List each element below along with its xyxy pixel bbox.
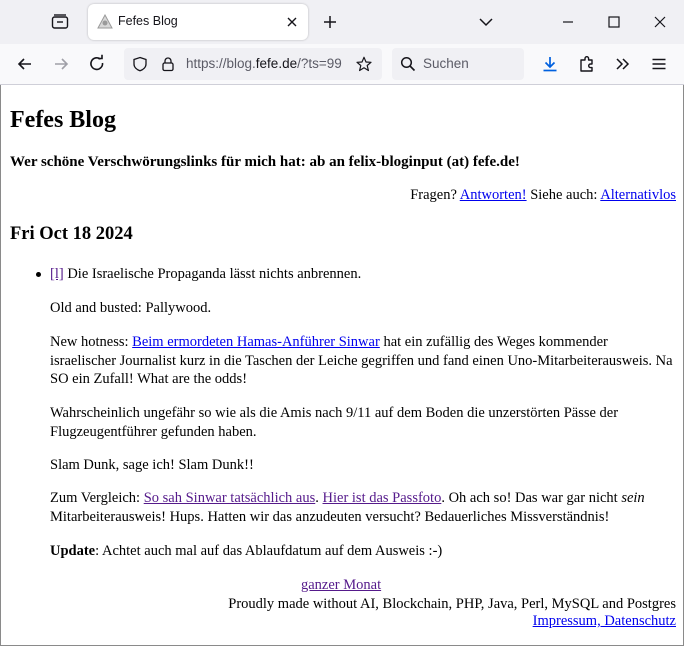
back-arrow-icon[interactable]: [15, 54, 35, 74]
post-text-6-sep: .: [315, 490, 323, 506]
reload-icon[interactable]: [87, 54, 107, 74]
double-chevron-icon[interactable]: [613, 54, 633, 74]
tab-list-icon[interactable]: [44, 8, 76, 36]
list-bullet: [36, 272, 41, 277]
search-input[interactable]: [392, 48, 524, 80]
close-icon[interactable]: [650, 12, 670, 32]
whole-month-link[interactable]: ganzer Monat: [301, 577, 382, 593]
blog-title: Fefes Blog: [10, 107, 116, 133]
alternativlos-link[interactable]: Alternativlos: [600, 187, 676, 203]
fefe-favicon: [97, 14, 113, 30]
footer-credits: Proudly made without AI, Blockchain, PHP, Java, Perl, MySQL and Postgres: [228, 596, 676, 612]
post-text-6-emphasis: sein: [621, 490, 645, 506]
post-text-6-mid: . Oh ach so! Das war gar nicht: [441, 490, 622, 506]
hamburger-menu-icon[interactable]: [649, 54, 669, 74]
post-date: Fri Oct 18 2024: [10, 224, 133, 244]
minimize-icon[interactable]: [558, 12, 578, 32]
search-icon: [400, 56, 416, 72]
web-page: [0, 85, 684, 646]
download-icon[interactable]: [540, 54, 560, 74]
answer-link[interactable]: Antworten!: [459, 187, 527, 203]
post-text-1: Die Israelische Propaganda lässt nichts anbrennen.: [63, 266, 362, 282]
impressum-link[interactable]: Impressum, Datenschutz: [532, 613, 676, 629]
url-host: fefe.de: [255, 56, 298, 71]
url-prefix: https://blog.: [186, 56, 256, 71]
search-placeholder: Suchen: [423, 56, 469, 71]
post-paragraph-1: [50, 265, 361, 284]
post-paragraph-3: [50, 333, 675, 389]
lock-icon[interactable]: [160, 56, 176, 72]
post-text-3-prefix: New hotness:: [50, 334, 133, 350]
comparison-link[interactable]: So sah Sinwar tatsächlich aus: [143, 490, 316, 506]
questions-prefix: Fragen?: [410, 187, 460, 203]
puzzle-icon[interactable]: [577, 54, 597, 74]
navigation-toolbar: [0, 44, 684, 85]
permalink[interactable]: [l]: [50, 266, 64, 282]
see-also-text: Siehe auch:: [526, 187, 601, 203]
post-paragraph-6: [50, 489, 675, 526]
post-paragraph-4: Wahrscheinlich ungefähr so wie als die Amis nach 9/11 auf dem Boden die unzerstörten Pässe der Flugzeugentführer gefunden haben.: [50, 405, 619, 440]
sinwar-link[interactable]: Beim ermordeten Hamas-Anführer Sinwar: [132, 334, 380, 350]
url-bar[interactable]: [124, 48, 382, 80]
url-suffix: /?ts=99: [297, 56, 342, 71]
shield-icon[interactable]: [132, 56, 148, 72]
post-paragraph-5: Slam Dunk, sage ich! Slam Dunk!!: [50, 457, 254, 473]
update-text: : Achtet auch mal auf das Ablaufdatum auf dem Ausweis :-): [95, 543, 443, 559]
post-text-3-suffix: hat ein zufällig des Weges kommender israelischer Journalist kurz in die Taschen der Leiche gegriffen und fand einen Uno-Mitarbeiterausweis. Na SO ein Zufall! What are the odds!: [50, 334, 673, 387]
forward-arrow-icon[interactable]: [51, 54, 71, 74]
blog-tagline: Wer schöne Verschwörungslinks für mich hat: ab an felix-bloginput (at) fefe.de!: [10, 154, 520, 170]
close-icon[interactable]: [284, 14, 300, 30]
update-label: Update: [50, 543, 96, 559]
questions-line: [410, 186, 676, 205]
maximize-icon[interactable]: [604, 12, 624, 32]
post-text-6-prefix: Zum Vergleich:: [50, 490, 144, 506]
passport-photo-link[interactable]: Hier ist das Passfoto: [322, 490, 442, 506]
chevron-down-icon[interactable]: [476, 12, 496, 32]
active-tab[interactable]: [88, 4, 308, 40]
url-text[interactable]: [186, 56, 352, 71]
post-paragraph-2: Old and busted: Pallywood.: [50, 300, 212, 316]
plus-icon[interactable]: [320, 12, 340, 32]
post-paragraph-7: [50, 542, 442, 561]
star-icon[interactable]: [356, 56, 372, 72]
tab-title: Fefes Blog: [118, 14, 178, 28]
post-text-6-suffix: Mitarbeiterausweis! Hups. Hatten wir das anzudeuten versucht? Bedauerliches Missverständnis!: [50, 508, 610, 525]
tab-bar: [0, 0, 684, 44]
